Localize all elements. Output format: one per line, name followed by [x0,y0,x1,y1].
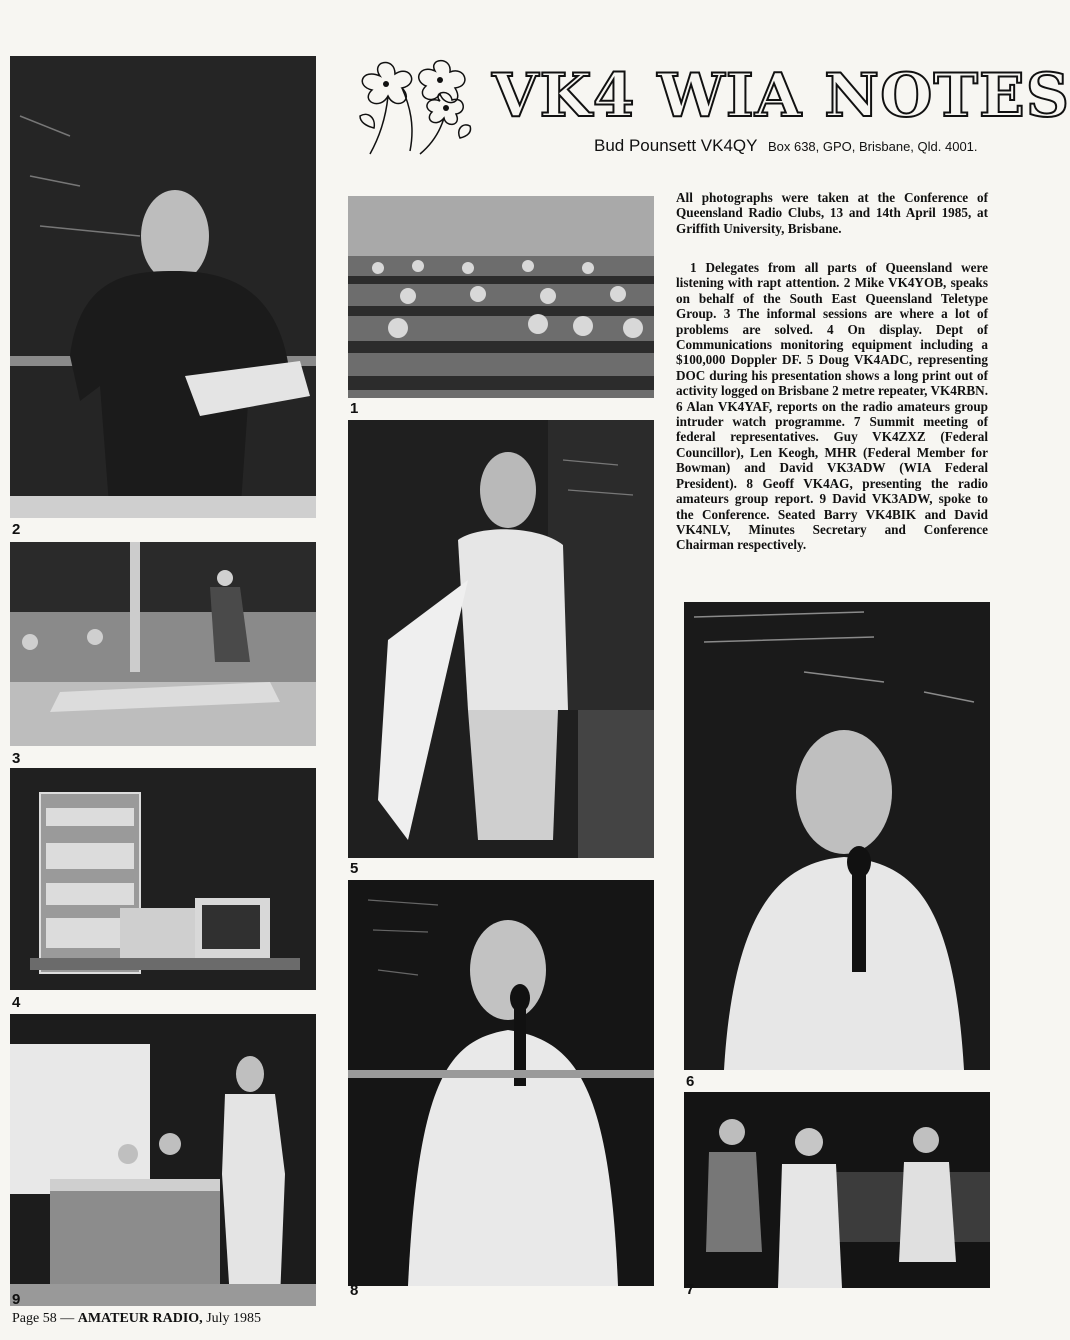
captions-paragraph: 1 Delegates from all parts of Queensland were listening with rapt attention. 2 Mike VK4YOB, speaks on behalf of the South East Queensland Teletype Group. 3 The informal sessions are where a lot of problems are solved. 4 On display. Dept of Communications monitoring equipment including a $100,000 Doppler DF. 5 Doug VK4ADC, representing DOC during his presentation shows a long print out of activity logged on Brisbane 2 metre repeater, VK4RBN. 6 Alan VK4YAF, reports on the radio amateurs group intruder watch programme. 7 Summit meeting of federal representatives. Guy VK4ZXZ (Federal Councillor), Len Keogh, MHR (Federal Member for Bowman) and David VK3ADW (WIA Federal President). 8 Geoff VK4AG, presenting the radio amateurs group report. 9 David VK3ADW, spoke to the Conference. Seated Barry VK4BIK and David VK4NLV, Minutes Secretary and Conference Chairman respectively. [676,260,988,553]
violet-flower-illustration [340,56,490,156]
photo-label-1: 1 [350,400,359,417]
photo-2-speaker-blackboard [10,56,316,518]
author-address: Box 638, GPO, Brisbane, Qld. 4001. [767,139,978,154]
page-footer [12,1311,261,1327]
author-name: Bud Pounsett VK4QY [594,136,758,155]
photo-label-7: 7 [686,1281,695,1298]
photo-5-printout-presentation [348,420,654,858]
photo-4-monitoring-equipment [10,768,316,990]
issue-date: July 1985 [206,1311,262,1326]
byline [594,136,978,156]
photo-label-2: 2 [12,521,21,538]
photo-label-8: 8 [350,1282,359,1299]
photo-label-6: 6 [686,1073,695,1090]
photo-8-radio-amateurs-report [348,880,654,1286]
intro-paragraph: All photographs were taken at the Conference of Queensland Radio Clubs, 13 and 14th April 1985, at Griffith University, Brisbane. [676,190,988,236]
page-number: Page 58 — [12,1311,75,1326]
photo-label-9: 9 [12,1291,21,1308]
photo-6-intruder-watch-speaker [684,602,990,1070]
magazine-name: AMATEUR RADIO, [77,1311,203,1326]
photo-label-5: 5 [350,860,359,877]
photo-label-4: 4 [12,994,21,1011]
photo-1-audience [348,196,654,398]
photo-7-summit-meeting [684,1092,990,1288]
photo-3-informal-sessions [10,542,316,746]
photo-label-3: 3 [12,750,21,767]
page-title: VK4 WIA NOTES [492,61,1070,131]
photo-9-conference-address [10,1014,316,1306]
